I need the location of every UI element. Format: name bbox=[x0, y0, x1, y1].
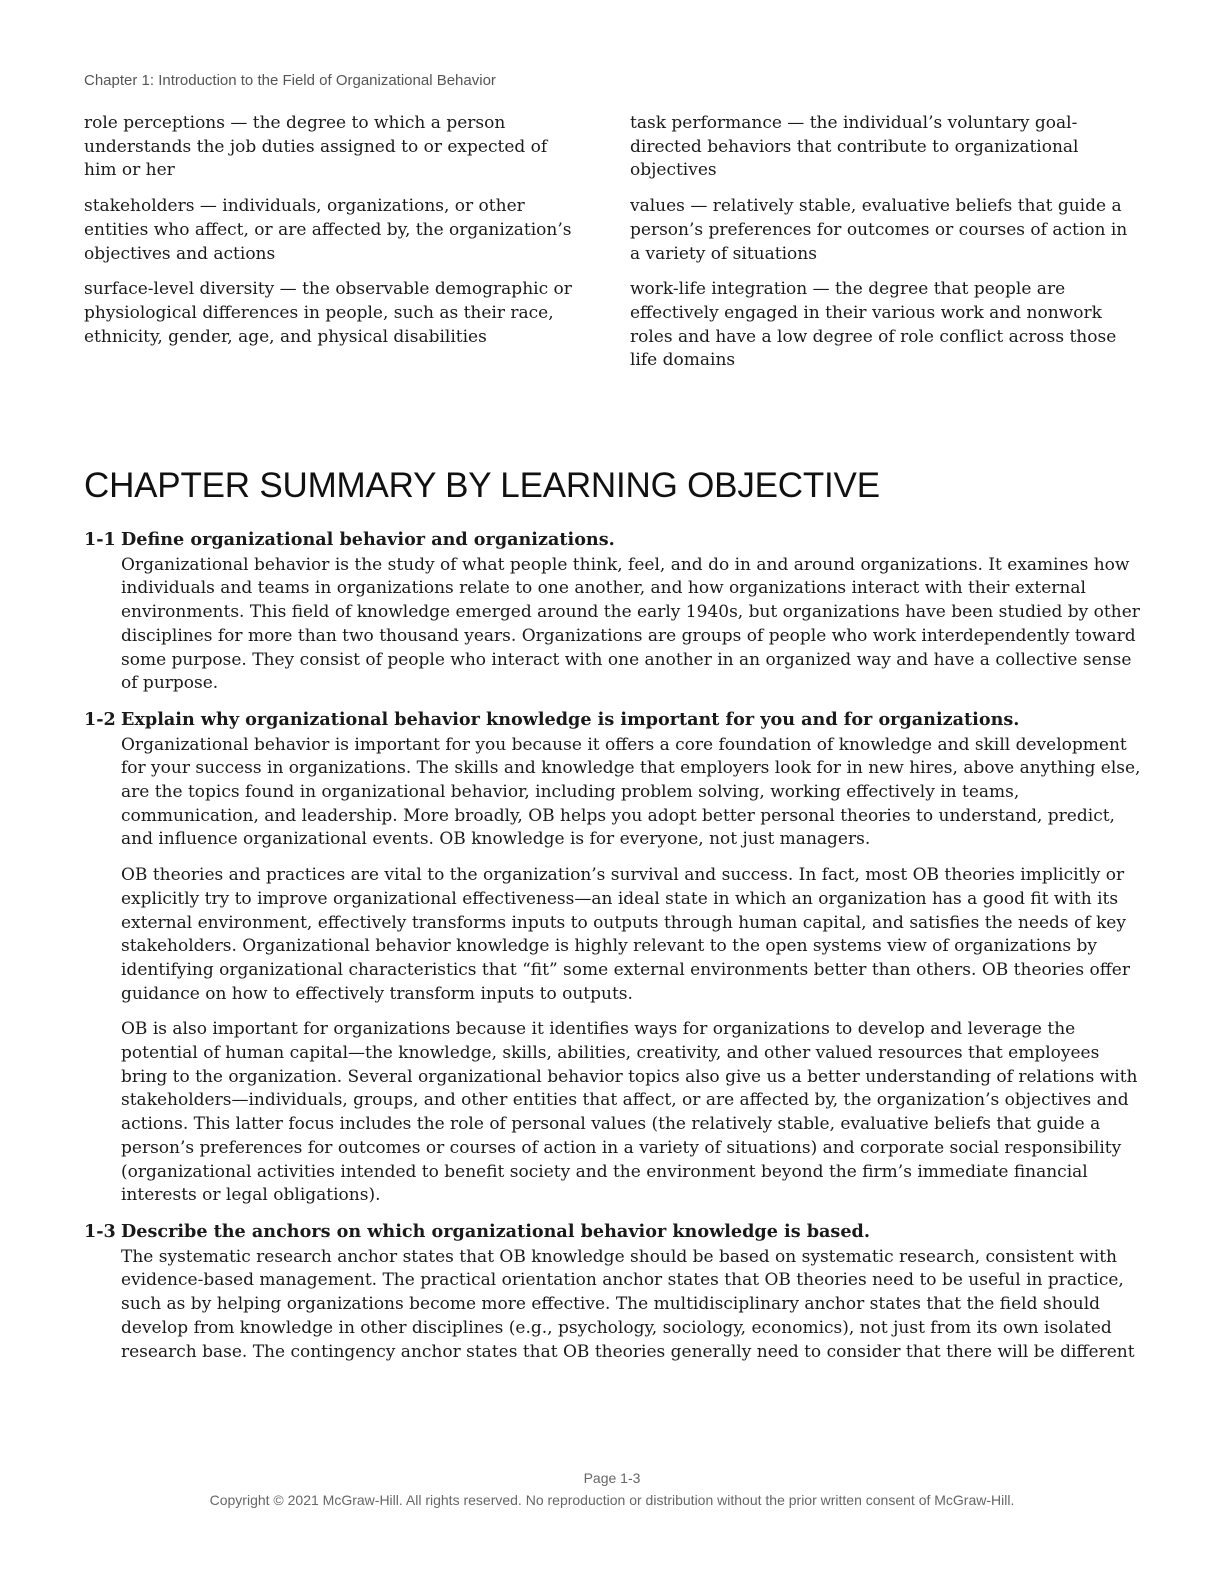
objective-1-1 bbox=[84, 528, 1144, 696]
chapter-summary bbox=[84, 528, 1144, 1376]
objective-title: Explain why organizational behavior knowledge is important for you and for organizations. bbox=[121, 708, 1020, 730]
objective-number: 1-3 bbox=[84, 1220, 116, 1242]
objective-paragraph: OB theories and practices are vital to the organization’s survival and success. In fact, most OB theories implicitly or explicitly try to improve organizational effectiveness—an ideal state in which an organization has a good fit with its external environment, effectively transforms inputs to outputs through human capital, and satisfies the needs of key stakeholders. Organizational behavior knowledge is highly relevant to the open systems view of organizations by identifying organizational characteristics that “fit” some external environments better than others. OB theories offer guidance on how to effectively transform inputs to outputs. bbox=[121, 865, 1130, 1004]
glossary-term: values — relatively stable, evaluative beliefs that guide a person’s preferences for outcomes or courses of action in a variety of situations bbox=[630, 196, 1128, 264]
objective-1-3 bbox=[84, 1220, 1144, 1364]
objective-title: Define organizational behavior and organizations. bbox=[121, 529, 615, 550]
objective-paragraph: OB is also important for organizations because it identifies ways for organizations to develop and leverage the potential of human capital—the knowledge, skills, abilities, creativity, and other valued resources that employees bring to the organization. Several organizational behavior topics also give us a better understanding of relations with stakeholders—individuals, groups, and other entities that affect, or are affected by, the organization’s objectives and actions. This latter focus includes the role of personal values (the relatively stable, evaluative beliefs that guide a person’s preferences for outcomes or courses of action in a variety of situations) and corporate social responsibility (organizational activities intended to benefit society and the environment beyond the firm’s immediate financial interests or legal obligations). bbox=[121, 1019, 1138, 1206]
glossary-term: stakeholders — individuals, organizations, or other entities who affect, or are affected by, the organization’s objectives and actions bbox=[84, 196, 572, 264]
section-title: CHAPTER SUMMARY BY LEARNING OBJECTIVE bbox=[84, 466, 880, 505]
objective-number: 1-2 bbox=[84, 708, 116, 730]
objective-number: 1-1 bbox=[84, 529, 116, 550]
glossary-column-right bbox=[630, 112, 1140, 385]
glossary-term: work-life integration — the degree that people are effectively engaged in their various work and nonwork roles and have a low degree of role conflict across those life domains bbox=[630, 279, 1117, 371]
running-head: Chapter 1: Introduction to the Field of Organizational Behavior bbox=[84, 72, 496, 89]
objective-heading bbox=[84, 1220, 1144, 1244]
glossary-term: task performance — the individual’s voluntary goal-directed behaviors that contribute to organizational objectives bbox=[630, 113, 1079, 181]
page-number: Page 1-3 bbox=[583, 1470, 641, 1486]
copyright-notice: Copyright © 2021 McGraw-Hill. All rights reserved. No reproduction or distribution without the prior written consent of McGraw-Hill. bbox=[209, 1492, 1015, 1508]
glossary-term: surface-level diversity — the observable demographic or physiological differences in people, such as their race, ethnicity, gender, age, and physical disabilities bbox=[84, 279, 572, 347]
objective-paragraph: Organizational behavior is important for you because it offers a core foundation of knowledge and skill development for your success in organizations. The skills and knowledge that employers look for in new hires, above anything else, are the topics found in organizational behavior, including problem solving, working effectively in teams, communication, and leadership. More broadly, OB helps you adopt better personal theories to understand, predict, and influence organizational events. OB knowledge is for everyone, not just managers. bbox=[121, 734, 1141, 850]
objective-paragraph: The systematic research anchor states that OB knowledge should be based on systematic research, consistent with evidence-based management. The practical orientation anchor states that OB theories need to be useful in practice, such as by helping organizations become more effective. The multidisciplinary anchor states that the field should develop from knowledge in other disciplines (e.g., psychology, sociology, economics), not just from its own isolated research base. The contingency anchor states that OB theories generally need to consider that there will be different bbox=[121, 1246, 1135, 1362]
objective-1-2 bbox=[84, 708, 1144, 1208]
objective-paragraph: Organizational behavior is the study of what people think, feel, and do in and around organizations. It examines how individuals and teams in organizations relate to one another, and how organizations interact with their external environments. This field of knowledge emerged around the early 1940s, but organizations have been studied by other disciplines for more than two thousand years. Organizations are groups of people who work interdependently toward some purpose. They consist of people who interact with one another in an organized way and have a collective sense of purpose. bbox=[121, 554, 1140, 694]
glossary-column-left bbox=[84, 112, 574, 361]
glossary-term: role perceptions — the degree to which a person understands the job duties assigned to or expected of him or her bbox=[84, 113, 548, 181]
objective-title: Describe the anchors on which organizational behavior knowledge is based. bbox=[121, 1220, 870, 1242]
objective-heading bbox=[84, 708, 1144, 732]
objective-heading bbox=[84, 528, 1144, 552]
